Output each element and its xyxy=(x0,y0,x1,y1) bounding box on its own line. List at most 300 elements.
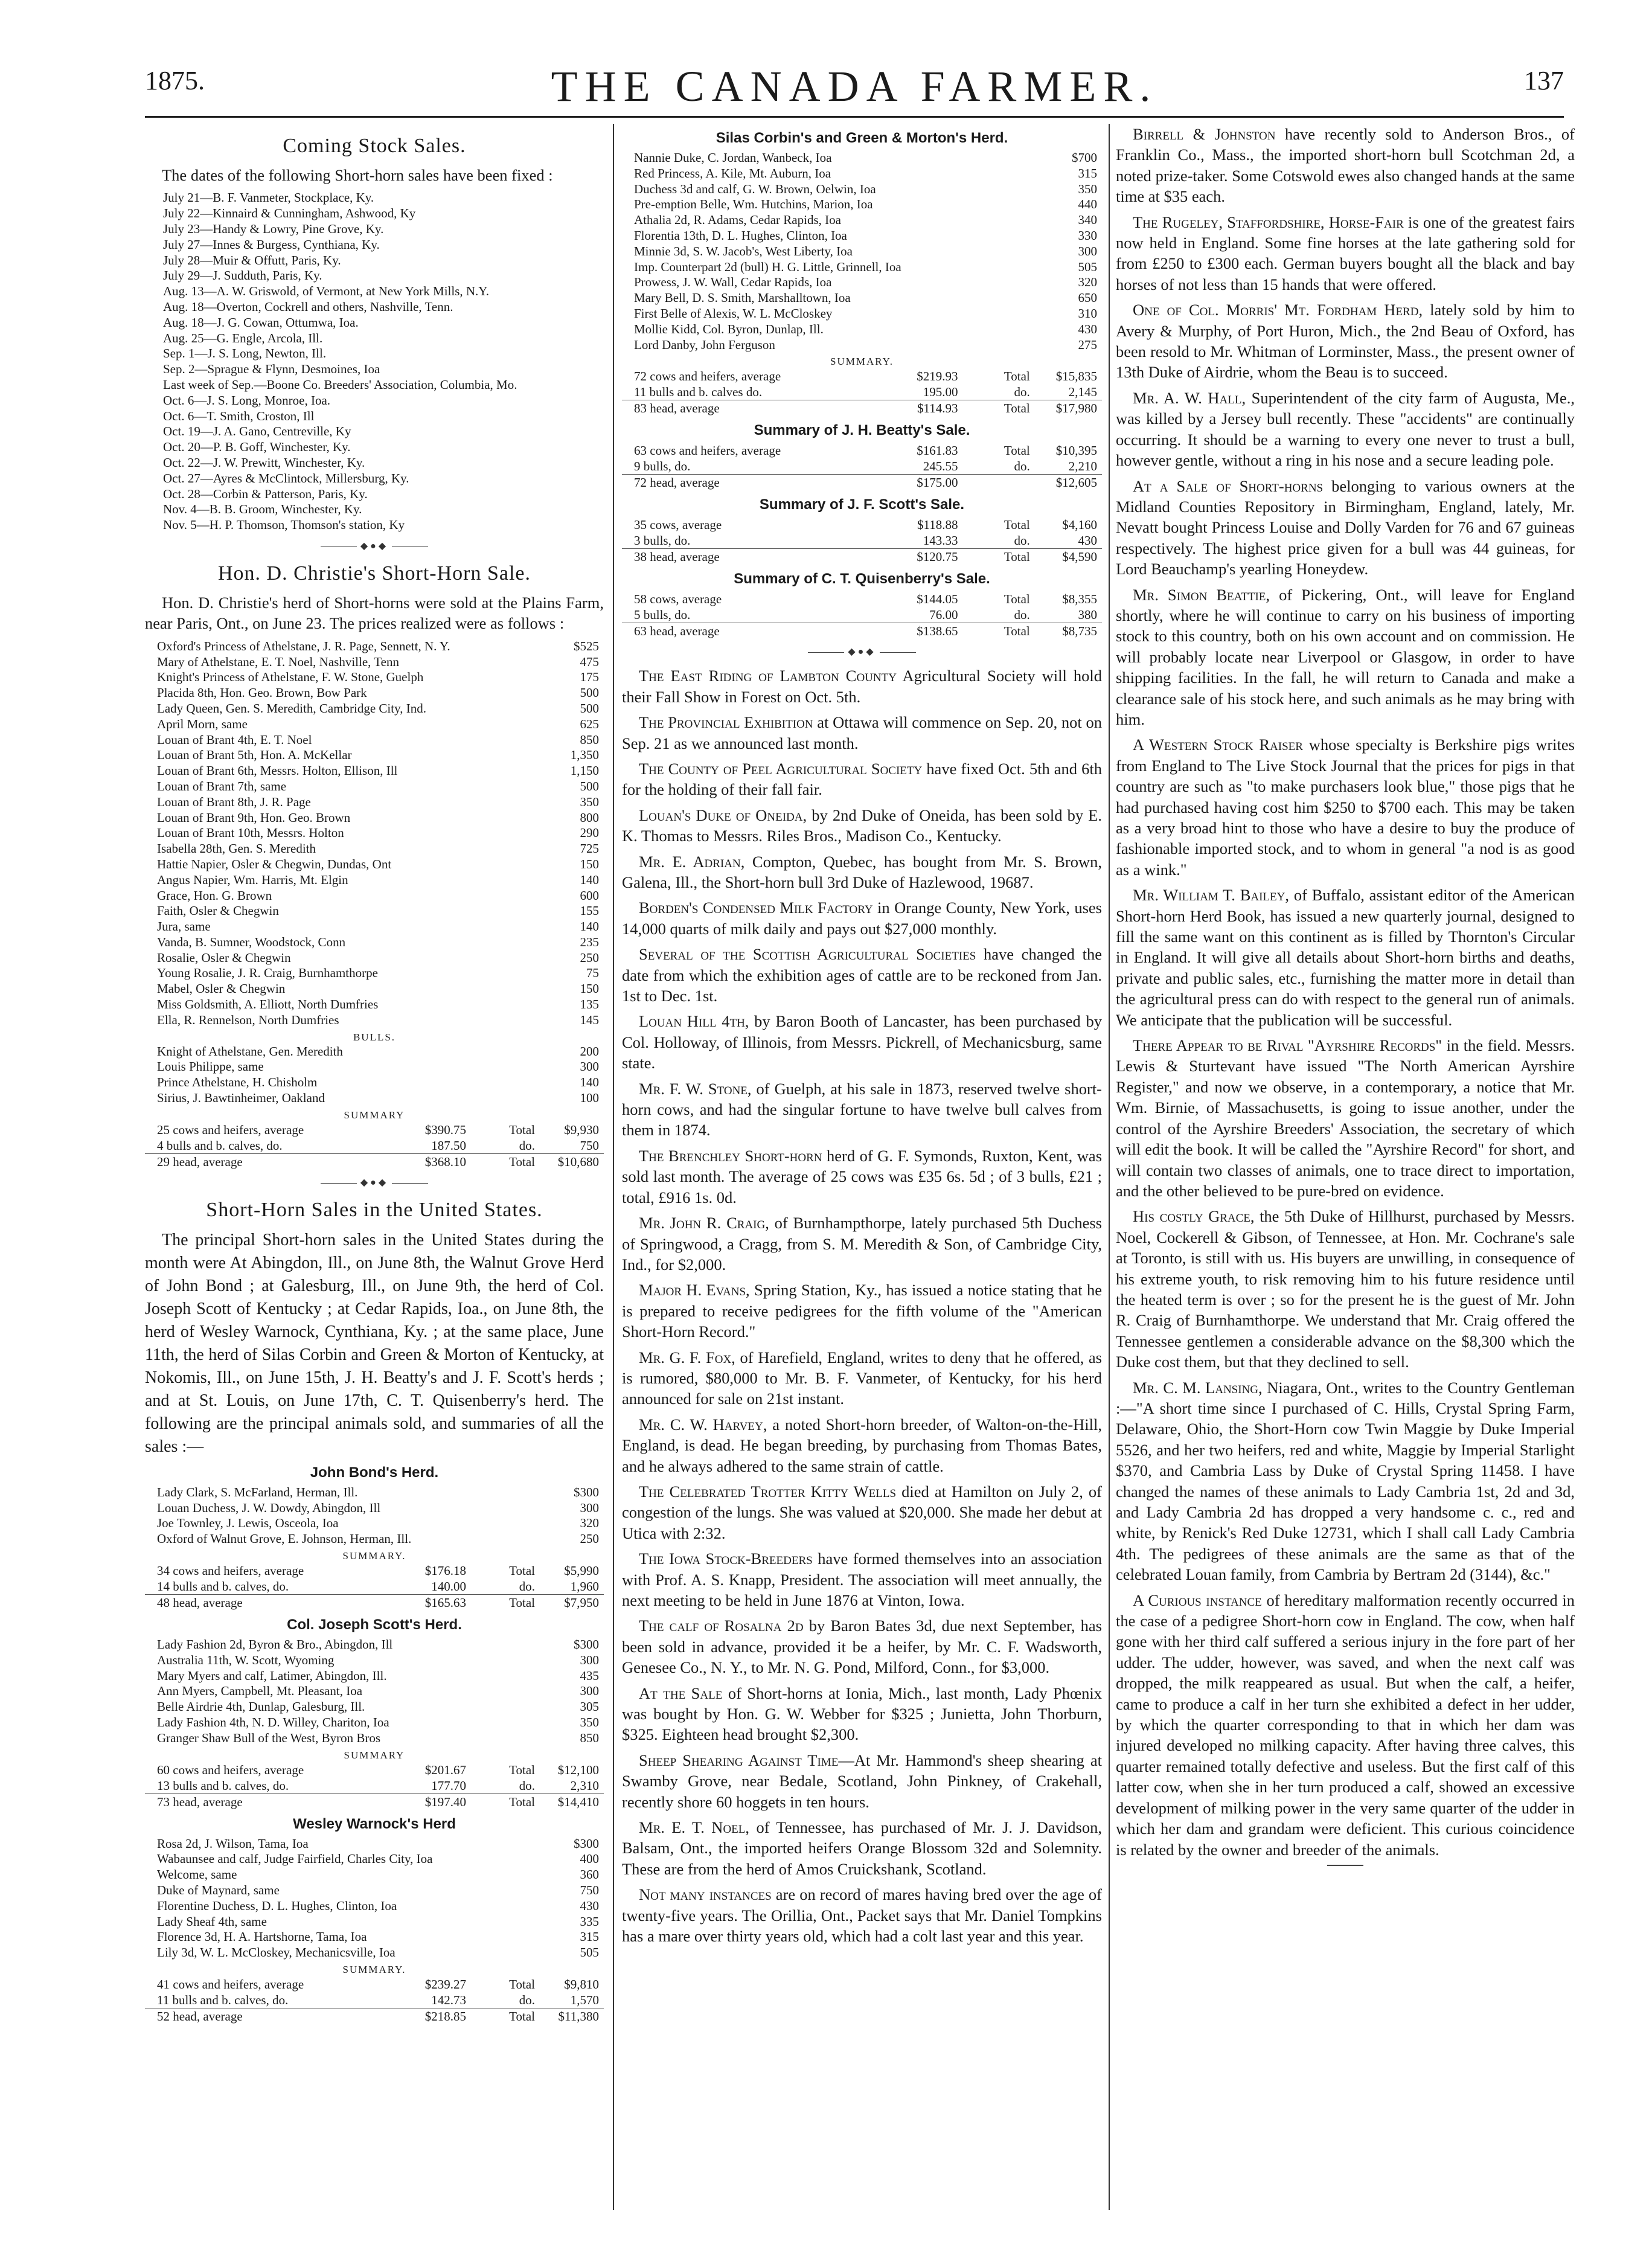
animal-buyer: Duke of Maynard, same xyxy=(157,1883,280,1898)
table-row xyxy=(145,795,604,810)
animal-buyer: Knight of Athelstane, Gen. Meredith xyxy=(157,1043,343,1059)
summary-row xyxy=(145,1579,604,1595)
summary-total-label: Total xyxy=(958,623,1030,639)
price: 340 xyxy=(1078,213,1097,228)
animal-buyer: Louan Duchess, J. W. Dowdy, Abingdon, Ill xyxy=(157,1500,381,1515)
list-item: Sep. 2—Sprague & Flynn, Desmoines, Ioa xyxy=(163,362,380,377)
summary-amount: $12,605 xyxy=(1030,475,1102,491)
table-row xyxy=(145,1075,604,1091)
paragraph-text: of Pickering, Ont., will leave for England shortly, where he will continue to carry on his business of importing stock to this country, both on his own account and on commission. He will probably locate near Liverpool or Glasgow, in order to have shipping facilities. In the fall, he will return to Canada and make a clearance sale of his stock here, and such animals as he may bring with him. xyxy=(1116,585,1575,728)
paragraph-lead: The Provincial Exhibition xyxy=(639,713,813,732)
paragraph xyxy=(1116,388,1575,471)
table-row xyxy=(145,1731,604,1746)
paragraph-text: of Short-horns at Ionia, Mich., last month, Lady Phœnix was bought by Hon. G. W. Webber for $325 ; Junietta, John Thorburn, $325. Eighteen head brought $2,300. xyxy=(622,1684,1102,1744)
summary-average: $219.93 xyxy=(917,369,958,384)
animal-buyer: Mollie Kidd, Col. Byron, Dunlap, Ill. xyxy=(634,321,824,336)
page-number: 137 xyxy=(1524,66,1564,95)
summary-description: 52 head, average xyxy=(145,2008,397,2025)
animal-buyer: Isabella 28th, Gen. S. Meredith xyxy=(157,841,316,856)
paragraph xyxy=(622,1817,1102,1879)
paragraph-text: have recently sold to Anderson Bros., of Franklin Co., Mass., the imported short-horn bull Scotchman 2d, a noted prize-taker. Some Cotswold ewes also changed hands at the same time at $35 each. xyxy=(1116,125,1575,206)
summary-average: $218.85 xyxy=(397,2008,466,2025)
summary-row xyxy=(145,1778,604,1794)
paragraph-text: have changed the date from which the exhibition ages of cattle are to be reckoned from Jan. 1st to Dec. 1st. xyxy=(622,945,1102,1005)
summary-label: SUMMARY xyxy=(344,1749,405,1761)
column-1 xyxy=(145,124,604,2210)
paragraph-text: Superintendent of the city farm of Augusta, Me., was killed by a Jersey bull recently. These "accidents" are continually occurring. It should be a warning to every one never to trust a bull, however gentle, without a ring in his nose and a secure leading pole. xyxy=(1116,388,1575,470)
price: 725 xyxy=(580,841,599,856)
table-row xyxy=(145,810,604,826)
paragraph-text: herd of G. F. Symonds, Ruxton, Kent, was sold last month. The average of 25 cows was £35 6s. 5d ; of 3 bulls, £21 ; total, £916 1s. 0d. xyxy=(622,1146,1102,1207)
summary-description: 48 head, average xyxy=(145,1595,397,1611)
coming-sales-list xyxy=(145,190,604,533)
table-row xyxy=(145,1899,604,1914)
summary-row xyxy=(145,2008,604,2025)
summary-description: 25 cows and heifers, average xyxy=(157,1122,304,1137)
paragraph-lead: A Western Stock Raiser xyxy=(1133,736,1303,754)
summary-row xyxy=(145,1992,604,2008)
paragraph-lead: Mr. John R. Craig, xyxy=(639,1214,769,1232)
paragraph-text: is one of the greatest fairs now held in England. Some fine horses at the late gathering sold for from £250 to £300 each. German buyers bought all the black and bay horses of not less than 15 hands that were offered. xyxy=(1116,213,1575,293)
table-row xyxy=(145,919,604,935)
column-3 xyxy=(1116,124,1575,2210)
summary-amount: 750 xyxy=(580,1138,599,1153)
summary-description: 11 bulls and b. calves, do. xyxy=(157,1993,289,2007)
paragraph xyxy=(1116,1590,1575,1860)
price: 475 xyxy=(580,654,599,669)
summary-row xyxy=(145,1153,604,1170)
list-item: July 29—J. Sudduth, Paris, Ky. xyxy=(163,268,322,283)
summary-amount: $10,680 xyxy=(535,1153,604,1170)
paragraph xyxy=(1116,734,1575,880)
table-row xyxy=(622,306,1102,322)
summary-table xyxy=(145,1563,604,1611)
summary-amount: 2,145 xyxy=(1068,385,1097,400)
animal-buyer: First Belle of Alexis, W. L. McCloskey xyxy=(634,306,833,321)
summary-description: 58 cows, average xyxy=(634,592,722,607)
summary-average: 245.55 xyxy=(923,459,958,474)
paragraph-text: by Baron Bates 3d, due next September, has been sold in advance, provided it be a heifer, by Mr. C. F. Wadsworth, Genesee Co., N. Y., to Mr. N. G. Pond, Milford, Conn., for $3,000. xyxy=(622,1617,1102,1677)
paragraph xyxy=(622,712,1102,754)
summary-amount: $8,355 xyxy=(1062,592,1097,607)
table-row xyxy=(145,1637,604,1653)
summary-average: 187.50 xyxy=(431,1138,466,1153)
summary-total-label: Total xyxy=(466,1595,535,1611)
price: 315 xyxy=(1078,165,1097,181)
paragraph-lead: Mr. C. M. Lansing, xyxy=(1133,1378,1263,1397)
summary-row xyxy=(622,368,1102,384)
summary-table xyxy=(622,591,1102,639)
animal-buyer: Miss Goldsmith, A. Elliott, North Dumfries xyxy=(157,997,379,1012)
summary-total-label: Total xyxy=(958,549,1030,565)
herd-heading: Summary of J. H. Beatty's Sale. xyxy=(754,422,970,439)
price: 800 xyxy=(580,810,599,825)
table-row xyxy=(145,981,604,997)
price: 140 xyxy=(580,1075,599,1090)
summary-total-label: do. xyxy=(519,1993,535,2007)
paragraph-lead: One of Col. Morris' Mt. Fordham Herd, xyxy=(1133,301,1423,319)
paragraph xyxy=(622,1548,1102,1611)
price: 850 xyxy=(580,1730,599,1745)
table-row xyxy=(145,1699,604,1715)
price: $700 xyxy=(1072,150,1097,165)
paragraph xyxy=(622,1213,1102,1275)
summary-total-label xyxy=(958,475,1030,491)
animal-buyer: Sirius, J. Bawtinheimer, Oakland xyxy=(157,1091,325,1106)
paragraph-lead: Mr. A. W. Hall, xyxy=(1133,388,1246,407)
price: 500 xyxy=(580,778,599,793)
animal-buyer: Lady Fashion 4th, N. D. Willey, Chariton, Ioa xyxy=(157,1715,389,1730)
price: 150 xyxy=(580,981,599,996)
summary-label: SUMMARY. xyxy=(342,1550,406,1562)
list-item: Sep. 1—J. S. Long, Newton, Ill. xyxy=(163,346,327,361)
paragraph-lead: Mr. E. Adrian, xyxy=(639,852,745,871)
herd-heading: Summary of C. T. Quisenberry's Sale. xyxy=(734,571,990,588)
animal-buyer: Mary Bell, D. S. Smith, Marshalltown, Ioa xyxy=(634,290,851,306)
paragraph-lead: At the Sale xyxy=(639,1684,723,1702)
price: 350 xyxy=(580,1715,599,1730)
animal-buyer: Louan of Brant 7th, same xyxy=(157,778,287,793)
table-row xyxy=(145,1059,604,1075)
animal-buyer: Lady Queen, Gen. S. Meredith, Cambridge City, Ind. xyxy=(157,700,426,716)
animal-buyer: Red Princess, A. Kile, Mt. Auburn, Ioa xyxy=(634,165,831,181)
animal-buyer: April Morn, same xyxy=(157,716,248,731)
summary-average: $118.88 xyxy=(917,518,958,533)
animal-buyer: Faith, Osler & Chegwin xyxy=(157,903,279,918)
animal-buyer: Lady Clark, S. McFarland, Herman, Ill. xyxy=(157,1484,358,1499)
list-item: Nov. 4—B. B. Groom, Winchester, Ky. xyxy=(163,502,362,517)
animal-buyer: Mabel, Osler & Chegwin xyxy=(157,981,286,996)
price: 505 xyxy=(1078,259,1097,274)
price: 850 xyxy=(580,732,599,747)
paragraph-text: Compton, Quebec, has bought from Mr. S. Brown, Galena, Ill., the Short-horn bull 3rd Duke of Hazlewood, 19687. xyxy=(622,852,1102,892)
list-item: July 21—B. F. Vanmeter, Stockplace, Ky. xyxy=(163,190,374,205)
table-row xyxy=(145,1867,604,1883)
price: 440 xyxy=(1078,197,1097,212)
paragraph-text: of Buffalo, assistant editor of the American Short-horn Herd Book, has issued a new quarterly journal, designed to fill the same want on this continent as is filled by Thornton's Circular in England. It will give all details about Short-horn births and deaths, private and public sales, etc., furnishing the matter more in detail than the agricultural press can do with respect to the general run of animals. We anticipate that the publication will be successful. xyxy=(1116,886,1575,1029)
summary-row xyxy=(622,623,1102,639)
summary-total-label: Total xyxy=(509,1977,535,1992)
list-item: Oct. 20—P. B. Goff, Winchester, Ky. xyxy=(163,440,351,455)
herd-heading: Summary of J. F. Scott's Sale. xyxy=(759,496,965,513)
section-heading: Short-Horn Sales in the United States. xyxy=(206,1198,543,1221)
table-row xyxy=(622,275,1102,290)
paragraph-lead: Several of the Scottish Agricultural Societies xyxy=(639,945,976,964)
animal-buyer: Florentine Duchess, D. L. Hughes, Clinton, Ioa xyxy=(157,1898,397,1913)
paragraph-text: of Burnhampthorpe, lately purchased 5th Duchess of Springwood, a Cragg, from S. M. Meredith & Son, of Cambridge City, Ind., for $2,000. xyxy=(622,1214,1102,1274)
column-2 xyxy=(622,124,1102,2210)
price: 330 xyxy=(1078,228,1097,243)
paragraph-lead: The East Riding of Lambton County xyxy=(639,667,897,685)
paragraph: The principal Short-horn sales in the United States during the month were At Abingdon, Ill., on June 8th, the Walnut Grove Herd of John Bond ; at Galesburg, Ill., on June 9th, the herd of Col. Joseph Scott of Kentucky ; at Cedar Rapids, Ioa., on June 8th, the herd of Wesley Warnock, Cynthiana, Ky. ; at the same place, June 11th, the herd of Silas Corbin and Green & Morton of Kentucky, at Nokomis, Ill., on June 15th, J. H. Beatty's and J. F. Scott's herds ; and at St. Louis, on June 17th, C. T. Quisenberry's herd. The following are the principal animals sold, and summaries of all the sales :— xyxy=(145,1230,604,1456)
list-item: Oct. 28—Corbin & Patterson, Paris, Ky. xyxy=(163,486,368,501)
animal-buyer: Imp. Counterpart 2d (bull) H. G. Little, Grinnell, Ioa xyxy=(634,259,901,274)
price: $525 xyxy=(574,638,599,653)
summary-row xyxy=(622,458,1102,475)
table-row xyxy=(145,732,604,748)
animal-buyer: Minnie 3d, S. W. Jacob's, West Liberty, Ioa xyxy=(634,243,853,258)
paragraph-lead: The calf of Rosalna 2d xyxy=(639,1617,804,1635)
paragraph xyxy=(622,1481,1102,1543)
list-item: Oct. 6—T. Smith, Croston, Ill xyxy=(163,408,315,423)
animal-buyer: Joe Townley, J. Lewis, Osceola, Ioa xyxy=(157,1516,339,1531)
animal-buyer: Pre-emption Belle, Wm. Hutchins, Marion, Ioa xyxy=(634,197,873,212)
sale-table xyxy=(622,150,1102,353)
list-item: July 23—Handy & Lowry, Pine Grove, Ky. xyxy=(163,222,384,236)
sale-table xyxy=(145,1836,604,1961)
table-row xyxy=(145,1668,604,1684)
animal-buyer: Wabaunsee and calf, Judge Fairfield, Charles City, Ioa xyxy=(157,1851,433,1867)
paragraph xyxy=(1116,1035,1575,1201)
summary-average: $390.75 xyxy=(424,1122,466,1137)
price: 290 xyxy=(580,825,599,841)
table-row xyxy=(622,197,1102,213)
table-row xyxy=(145,1883,604,1899)
paragraph xyxy=(622,1280,1102,1342)
price: 100 xyxy=(580,1091,599,1106)
summary-average: $239.27 xyxy=(424,1977,466,1992)
paragraph-lead: Not many instances xyxy=(639,1885,772,1904)
price: 250 xyxy=(580,1531,599,1547)
herd-heading: Col. Joseph Scott's Herd. xyxy=(287,1617,462,1633)
paragraph xyxy=(1116,124,1575,207)
price: 145 xyxy=(580,1012,599,1027)
summary-row xyxy=(622,591,1102,607)
table-row xyxy=(145,1684,604,1699)
paragraph-text: Spring Station, Ky., has issued a notice stating that he is prepared to receive pedigrees for the fifth volume of the "American Short-Horn Record." xyxy=(622,1281,1102,1341)
animal-buyer: Vanda, B. Sumner, Woodstock, Conn xyxy=(157,934,346,949)
animal-buyer: Nannie Duke, C. Jordan, Wanbeck, Ioa xyxy=(634,150,832,165)
summary-amount: $9,810 xyxy=(564,1977,599,1992)
paragraph xyxy=(622,758,1102,800)
section-heading: Hon. D. Christie's Short-Horn Sale. xyxy=(217,562,531,585)
paragraph-lead: Borden's Condensed Milk Factory xyxy=(639,899,873,917)
summary-row xyxy=(145,1595,604,1611)
table-row xyxy=(145,1485,604,1501)
list-item: Oct. 22—J. W. Prewitt, Winchester, Ky. xyxy=(163,455,365,470)
paragraph-text: of Tennessee, has purchased of Mr. J. J. Davidson, Balsam, Ont., the imported heifers Orange Blossom 32d and Solemnity. These are from the herd of Amos Cruickshank, Scotland. xyxy=(622,1818,1102,1878)
paragraph xyxy=(1116,885,1575,1030)
summary-average: $201.67 xyxy=(424,1762,466,1777)
summary-row xyxy=(145,1762,604,1778)
animal-buyer: Lily 3d, W. L. McCloskey, Mechanicsville, Ioa xyxy=(157,1945,395,1960)
paragraph xyxy=(622,1011,1102,1073)
summary-amount: 2,210 xyxy=(1068,459,1097,474)
paragraph-lead: The Rugeley, Staffordshire, Horse-Fair xyxy=(1133,213,1404,231)
table-row xyxy=(145,1044,604,1060)
summary-average: $161.83 xyxy=(917,443,958,458)
summary-average: $176.18 xyxy=(424,1563,466,1579)
paragraph-text: have fixed Oct. 5th and 6th for the holding of their fall fair. xyxy=(622,759,1102,799)
separator-ornament: ◆●◆ xyxy=(320,1178,429,1188)
summary-average: 140.00 xyxy=(431,1579,466,1594)
summary-total-label: do. xyxy=(1014,533,1030,548)
paragraph-text: in Orange County, New York, uses 14,000 quarts of milk daily and pays out $27,000 monthly. xyxy=(622,899,1102,938)
paragraph xyxy=(1116,1206,1575,1372)
price: 75 xyxy=(586,966,599,981)
table-row xyxy=(145,903,604,919)
summary-amount: $10,395 xyxy=(1055,443,1097,458)
summary-description: 14 bulls and b. calves, do. xyxy=(157,1579,289,1594)
separator-ornament: ◆●◆ xyxy=(808,647,917,657)
list-item: Nov. 5—H. P. Thomson, Thomson's station, Ky xyxy=(163,518,405,533)
summary-total-label: do. xyxy=(519,1579,535,1594)
sale-table xyxy=(145,639,604,1028)
price: 600 xyxy=(580,888,599,903)
summary-average: $197.40 xyxy=(397,1793,466,1810)
table-row xyxy=(145,748,604,763)
paragraph xyxy=(622,1615,1102,1678)
paragraph-text: of Guelph, at his sale in 1873, reserved twelve short-horn cows, and had the singular fortune to have twelve bull calves from them in 1874. xyxy=(622,1079,1102,1140)
price: 235 xyxy=(580,934,599,949)
summary-total-label: Total xyxy=(509,1122,535,1137)
summary-total-label: do. xyxy=(519,1138,535,1153)
column-rule xyxy=(613,124,614,2210)
summary-average: 177.70 xyxy=(431,1778,466,1793)
summary-total-label: do. xyxy=(1014,385,1030,400)
table-row xyxy=(145,717,604,732)
table-row xyxy=(145,873,604,888)
table-row xyxy=(622,150,1102,166)
animal-buyer: Jura, same xyxy=(157,919,211,934)
price: 200 xyxy=(580,1043,599,1059)
paragraph-text: at Ottawa will commence on Sep. 20, not on Sep. 21 as we announced last month. xyxy=(622,713,1102,752)
summary-row xyxy=(145,1793,604,1810)
summary-label: SUMMARY. xyxy=(342,1964,406,1975)
summary-row xyxy=(145,1976,604,1992)
sale-table xyxy=(145,1637,604,1746)
summary-description: 41 cows and heifers, average xyxy=(157,1977,304,1992)
table-row xyxy=(145,1653,604,1668)
table-row xyxy=(622,166,1102,182)
summary-row xyxy=(145,1138,604,1154)
summary-average: $165.63 xyxy=(397,1595,466,1611)
summary-total-label: Total xyxy=(1004,518,1030,533)
summary-amount: $4,590 xyxy=(1030,549,1102,565)
summary-description: 9 bulls, do. xyxy=(634,459,691,474)
paragraph-text: whose specialty is Berkshire pigs writes from England to The Live Stock Journal that the prices for pigs in that country are such as "to make purchasers look blue," those pigs that he had purchased having cost him $250 to $700 each. This may be taken as a very broad hint to those who have a desire to buy the produce of fashionable imported stock, and to whom in general "a nod is as good as a wink." xyxy=(1116,736,1575,879)
summary-table xyxy=(622,443,1102,490)
price: 360 xyxy=(580,1867,599,1882)
summary-table xyxy=(622,517,1102,565)
sale-table xyxy=(145,1044,604,1106)
summary-table xyxy=(622,368,1102,416)
price: 505 xyxy=(580,1945,599,1960)
table-row xyxy=(145,825,604,841)
masthead-rule xyxy=(145,116,1564,118)
animal-buyer: Lord Danby, John Ferguson xyxy=(634,337,775,352)
animal-buyer: Belle Airdrie 4th, Dunlap, Galesburg, Ill. xyxy=(157,1699,365,1714)
summary-description: 3 bulls, do. xyxy=(634,533,691,548)
summary-description: 29 head, average xyxy=(145,1153,397,1170)
summary-row xyxy=(622,384,1102,400)
paragraph xyxy=(1116,585,1575,730)
summary-row xyxy=(622,517,1102,533)
summary-average: $138.65 xyxy=(886,623,958,639)
issue-year: 1875. xyxy=(145,66,205,95)
table-row xyxy=(145,1836,604,1852)
summary-amount: $5,990 xyxy=(564,1563,599,1579)
paragraph-lead: The Celebrated Trotter Kitty Wells xyxy=(639,1482,897,1501)
price: 310 xyxy=(1078,306,1097,321)
summary-description: 63 head, average xyxy=(622,623,886,639)
table-row xyxy=(622,338,1102,353)
animal-buyer: Louan of Brant 8th, J. R. Page xyxy=(157,794,311,809)
summary-amount: $7,950 xyxy=(535,1595,604,1611)
paragraph-text: by 2nd Duke of Oneida, has been sold by E. K. Thomas to Messrs. Riles Bros., Madison Co., Kentucky. xyxy=(622,806,1102,845)
summary-total-label: Total xyxy=(1004,369,1030,384)
summary-total-label: do. xyxy=(519,1778,535,1793)
animal-buyer: Oxford of Walnut Grove, E. Johnson, Herman, Ill. xyxy=(157,1531,412,1547)
price: $300 xyxy=(574,1637,599,1652)
paragraph-text: a noted Short-horn breeder, of Walton-on-the-Hill, England, is dead. He began breeding, by purchasing from Thomas Bates, and he always adhered to the same strain of cattle. xyxy=(622,1415,1102,1475)
price: $300 xyxy=(574,1484,599,1499)
paragraph: The dates of the following Short-horn sales have been fixed : xyxy=(162,166,553,184)
price: 335 xyxy=(580,1914,599,1929)
summary-label: SUMMARY. xyxy=(830,356,894,368)
paragraph-text: —At Mr. Hammond's sheep shearing at Swamby Grove, near Bedale, Scotland, John Pinkney, of Crakehall, recently shore 60 hoggets in ten hours. xyxy=(622,1751,1102,1811)
table-row xyxy=(145,1531,604,1547)
list-item: July 28—Muir & Offutt, Paris, Ky. xyxy=(163,252,341,268)
summary-total-label: Total xyxy=(958,400,1030,417)
list-item: Oct. 19—J. A. Gano, Centreville, Ky xyxy=(163,424,351,439)
table-row xyxy=(622,228,1102,244)
price: 155 xyxy=(580,903,599,918)
summary-average: 195.00 xyxy=(923,385,958,400)
paragraph-lead: There Appear to be Rival "Ayrshire Records" xyxy=(1133,1036,1442,1055)
summary-description: 11 bulls and b. calves do. xyxy=(634,385,763,400)
price: 250 xyxy=(580,950,599,965)
paragraph-lead: Mr. F. W. Stone, xyxy=(639,1079,752,1098)
animal-buyer: Prince Athelstane, H. Chisholm xyxy=(157,1075,318,1090)
paragraph xyxy=(622,851,1102,893)
table-row xyxy=(145,1715,604,1731)
table-row xyxy=(622,182,1102,197)
price: 320 xyxy=(580,1516,599,1531)
animal-buyer: Rosa 2d, J. Wilson, Tama, Ioa xyxy=(157,1836,309,1851)
summary-row xyxy=(145,1563,604,1579)
table-row xyxy=(145,655,604,670)
summary-average: 142.73 xyxy=(431,1993,466,2007)
summary-description: 5 bulls, do. xyxy=(634,607,691,623)
paragraph-text: died at Hamilton on July 2, of congestion of the lungs. She was valued at $20,000. She made her debut at Utica with 2:32. xyxy=(622,1482,1102,1542)
table-row xyxy=(145,779,604,795)
masthead xyxy=(145,62,1564,114)
summary-table xyxy=(145,1122,604,1170)
paragraph-text: lately sold by him to Avery & Murphy, of Port Huron, Mich., the 2nd Beau of Oxford, has been resold to Mr. Whitman of Lorminster, Mass., the present owner of 13th Duke of Airdrie, whom the Beau is to succeed. xyxy=(1116,301,1575,382)
price: 140 xyxy=(580,919,599,934)
news-items xyxy=(622,665,1102,1946)
column-rule xyxy=(1109,124,1110,2210)
paragraph xyxy=(1116,1377,1575,1585)
table-row xyxy=(145,701,604,717)
price: $300 xyxy=(574,1836,599,1851)
list-item: Oct. 6—J. S. Long, Monroe, Ioa. xyxy=(163,393,331,408)
summary-average: $175.00 xyxy=(886,475,958,491)
summary-description: 63 cows and heifers, average xyxy=(634,443,781,458)
list-item: Aug. 13—A. W. Griswold, of Vermont, at New York Mills, N.Y. xyxy=(163,284,490,299)
paragraph-lead: Louan Hill 4th, xyxy=(639,1012,749,1031)
animal-buyer: Lady Sheaf 4th, same xyxy=(157,1914,267,1929)
animal-buyer: Oxford's Princess of Athelstane, J. R. Page, Sennett, N. Y. xyxy=(157,638,450,653)
summary-description: 13 bulls and b. calves, do. xyxy=(157,1778,289,1793)
summary-total-label: Total xyxy=(466,1153,535,1170)
summary-total-label: Total xyxy=(466,1793,535,1810)
animal-buyer: Florence 3d, H. A. Hartshorne, Tama, Ioa xyxy=(157,1929,367,1944)
paragraph-lead: Mr. G. F. Fox, xyxy=(639,1348,735,1367)
table-row xyxy=(622,244,1102,260)
herd-heading: Wesley Warnock's Herd xyxy=(293,1815,456,1832)
